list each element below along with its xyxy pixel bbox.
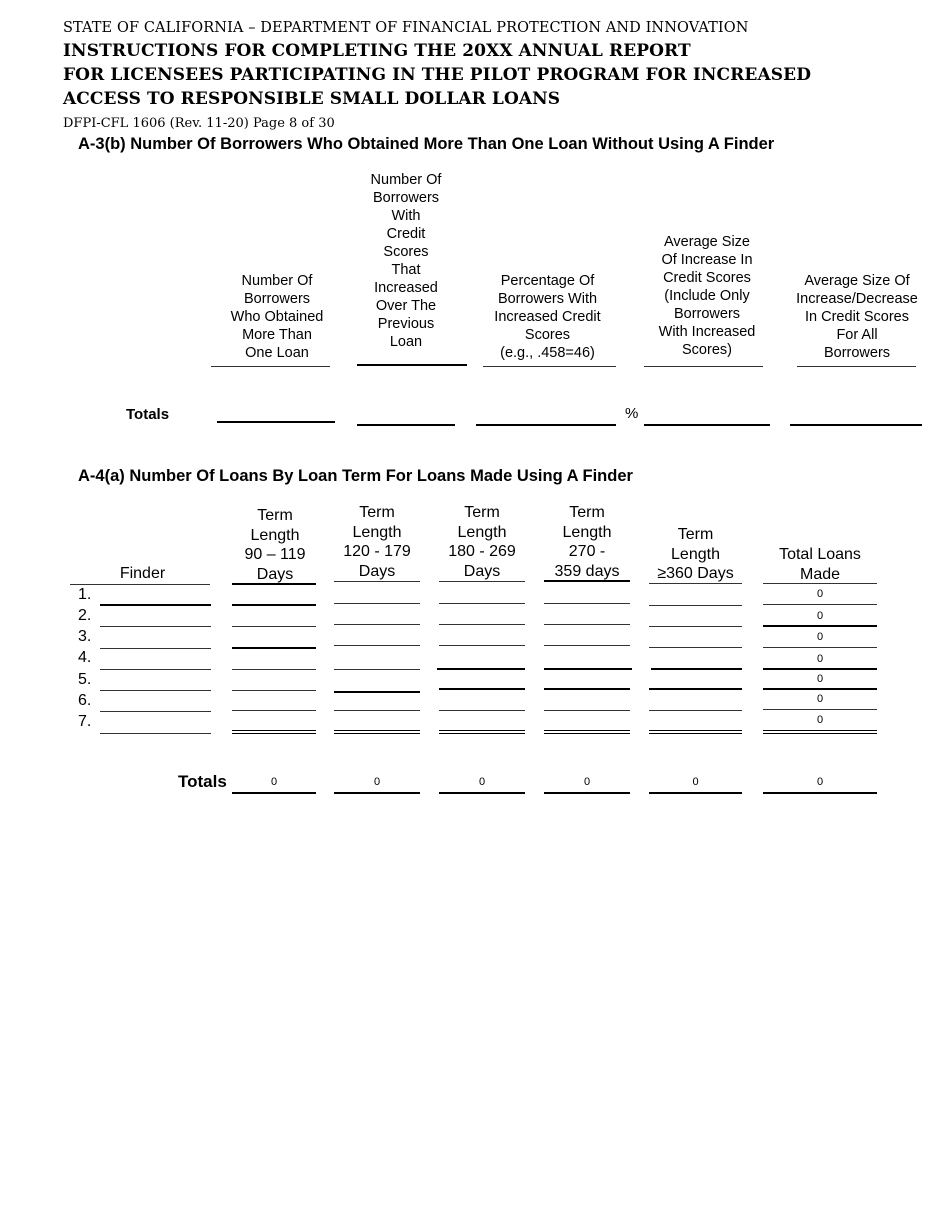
- row-number: 7.: [78, 713, 92, 730]
- term-cell[interactable]: [649, 647, 742, 648]
- term-cell[interactable]: [334, 645, 420, 646]
- row-total-value: 0: [816, 693, 824, 705]
- section-a3b-title: A-3(b) Number Of Borrowers Who Obtained More Than One Loan Without Using A Finder: [78, 135, 775, 153]
- a3b-col-header-5: Average Size Of Increase/Decrease In Credit Scores For All Borrowers: [796, 273, 918, 361]
- term-cell[interactable]: [649, 710, 742, 711]
- term-cell[interactable]: [439, 624, 525, 625]
- a3b-totals-label: Totals: [126, 406, 170, 423]
- row-number: 5.: [78, 671, 92, 688]
- row-number: 2.: [78, 607, 92, 624]
- total-rule: [649, 792, 742, 794]
- term-cell[interactable]: [232, 626, 316, 627]
- a3b-col-header-1: Number Of Borrowers Who Obtained More Than One Loan: [230, 273, 324, 361]
- term-cell[interactable]: [232, 669, 316, 670]
- row-total-rule: [763, 709, 877, 710]
- a4a-header-rule-4: [544, 580, 630, 582]
- a4a-totals-label: Totals: [178, 772, 227, 791]
- row-total-value: 0: [816, 631, 824, 643]
- total-rule: [544, 792, 630, 794]
- total-value: 0: [816, 776, 824, 788]
- finder-field[interactable]: [100, 690, 211, 691]
- a3b-total-field-4[interactable]: [644, 424, 770, 426]
- term-cell[interactable]: [232, 647, 316, 649]
- a4a-col-header-1: Term Length 90 – 119 Days: [244, 507, 306, 583]
- row-total-value: 0: [816, 610, 824, 622]
- a4a-header-rule-1: [232, 583, 316, 585]
- row-number: 3.: [78, 628, 92, 645]
- term-cell[interactable]: [649, 605, 742, 606]
- term-cell[interactable]: [232, 710, 316, 711]
- a3b-header-rule-5: [797, 366, 916, 367]
- total-value: 0: [478, 776, 486, 788]
- term-cell[interactable]: [232, 604, 316, 606]
- a4a-col-header-2: Term Length 120 - 179 Days: [343, 504, 411, 580]
- finder-header-rule: [70, 584, 210, 585]
- term-cell[interactable]: [232, 690, 316, 691]
- term-cell[interactable]: [544, 668, 632, 670]
- row-number: 6.: [78, 692, 92, 709]
- a3b-header-rule-1: [211, 366, 330, 367]
- term-cell[interactable]: [334, 710, 420, 711]
- term-cell[interactable]: [439, 645, 525, 646]
- a4a-col-header-4: Term Length 270 - 359 days: [554, 504, 620, 580]
- a4a-header-rule-5: [649, 583, 742, 584]
- term-cell[interactable]: [544, 603, 630, 604]
- a3b-total-field-5[interactable]: [790, 424, 922, 426]
- a4a-header-rule-2: [334, 581, 420, 582]
- a4a-col-header-6: Total Loans Made: [779, 546, 861, 583]
- term-cell[interactable]: [334, 669, 420, 670]
- term-cell[interactable]: [651, 668, 742, 670]
- row-total-rule: [763, 688, 877, 690]
- a3b-total-field-1[interactable]: [217, 421, 335, 423]
- term-cell[interactable]: [334, 691, 420, 693]
- row-total-value: 0: [816, 588, 824, 600]
- row-total-value: 0: [816, 714, 824, 726]
- term-cell[interactable]: [649, 626, 742, 627]
- term-cell[interactable]: [544, 645, 630, 646]
- total-rule: [232, 792, 316, 794]
- row-number: 4.: [78, 649, 92, 666]
- row-total-value: 0: [816, 653, 824, 665]
- finder-field[interactable]: [100, 733, 211, 734]
- row-total-value: 0: [816, 673, 824, 685]
- a3b-col-header-3: Percentage Of Borrowers With Increased Credit Scores (e.g., .458=46): [494, 273, 601, 361]
- finder-header: Finder: [119, 565, 166, 582]
- finder-field[interactable]: [100, 648, 211, 649]
- a3b-header-rule-4: [644, 366, 763, 367]
- section-a4a-title: A-4(a) Number Of Loans By Loan Term For Loans Made Using A Finder: [78, 467, 633, 485]
- total-value: 0: [373, 776, 381, 788]
- total-rule: [334, 792, 420, 794]
- term-cell[interactable]: [439, 603, 525, 604]
- term-cell[interactable]: [544, 624, 630, 625]
- form-id: DFPI-CFL 1606 (Rev. 11-20) Page 8 of 30: [63, 116, 335, 131]
- agency-line: STATE OF CALIFORNIA – DEPARTMENT OF FINANCIAL PROTECTION AND INNOVATION: [63, 20, 749, 36]
- finder-field[interactable]: [100, 626, 211, 627]
- a4a-header-rule-6: [763, 583, 877, 584]
- percent-sign: %: [625, 405, 639, 422]
- finder-field[interactable]: [100, 669, 211, 670]
- a4a-header-rule-3: [439, 581, 525, 582]
- row-total-rule: [763, 668, 877, 670]
- term-cell[interactable]: [439, 710, 525, 711]
- total-value: 0: [583, 776, 591, 788]
- a3b-total-field-2[interactable]: [357, 424, 455, 426]
- term-cell[interactable]: [544, 730, 630, 734]
- term-cell[interactable]: [437, 668, 525, 670]
- row-total-rule: [763, 625, 877, 627]
- term-cell[interactable]: [334, 730, 420, 734]
- a4a-col-header-3: Term Length 180 - 269 Days: [448, 504, 516, 580]
- title-line-2: FOR LICENSEES PARTICIPATING IN THE PILOT PROGRAM FOR INCREASED: [63, 65, 812, 85]
- total-rule: [763, 792, 877, 794]
- row-number: 1.: [78, 586, 92, 603]
- term-cell[interactable]: [334, 624, 420, 625]
- term-cell[interactable]: [649, 730, 742, 734]
- title-line-1: INSTRUCTIONS FOR COMPLETING THE 20XX ANNUAL REPORT: [63, 41, 691, 61]
- a3b-header-rule-3: [483, 366, 616, 367]
- row-total-rule: [763, 647, 877, 648]
- total-value: 0: [270, 776, 278, 788]
- a3b-total-field-3[interactable]: [476, 424, 616, 426]
- term-cell[interactable]: [439, 730, 525, 734]
- row-total-rule: [763, 604, 877, 605]
- finder-field[interactable]: [100, 604, 211, 606]
- term-cell[interactable]: [544, 710, 630, 711]
- a3b-col-header-4: Average Size Of Increase In Credit Scores (Include Only Borrowers With Increased Scores): [658, 234, 756, 358]
- a3b-header-rule-2: [357, 364, 467, 366]
- title-line-3: ACCESS TO RESPONSIBLE SMALL DOLLAR LOANS: [63, 89, 561, 109]
- term-cell[interactable]: [334, 603, 420, 604]
- term-cell[interactable]: [232, 730, 316, 734]
- a4a-col-header-5: Term Length ≥360 Days: [657, 526, 734, 582]
- term-cell[interactable]: [649, 688, 742, 690]
- a3b-col-header-2: Number Of Borrowers With Credit Scores That Increased Over The Previous Loan: [370, 172, 442, 350]
- finder-field[interactable]: [100, 711, 211, 712]
- term-cell[interactable]: [544, 688, 630, 690]
- term-cell[interactable]: [439, 688, 525, 690]
- row-total-rule: [763, 730, 877, 734]
- total-value: 0: [692, 776, 699, 788]
- total-rule: [439, 792, 525, 794]
